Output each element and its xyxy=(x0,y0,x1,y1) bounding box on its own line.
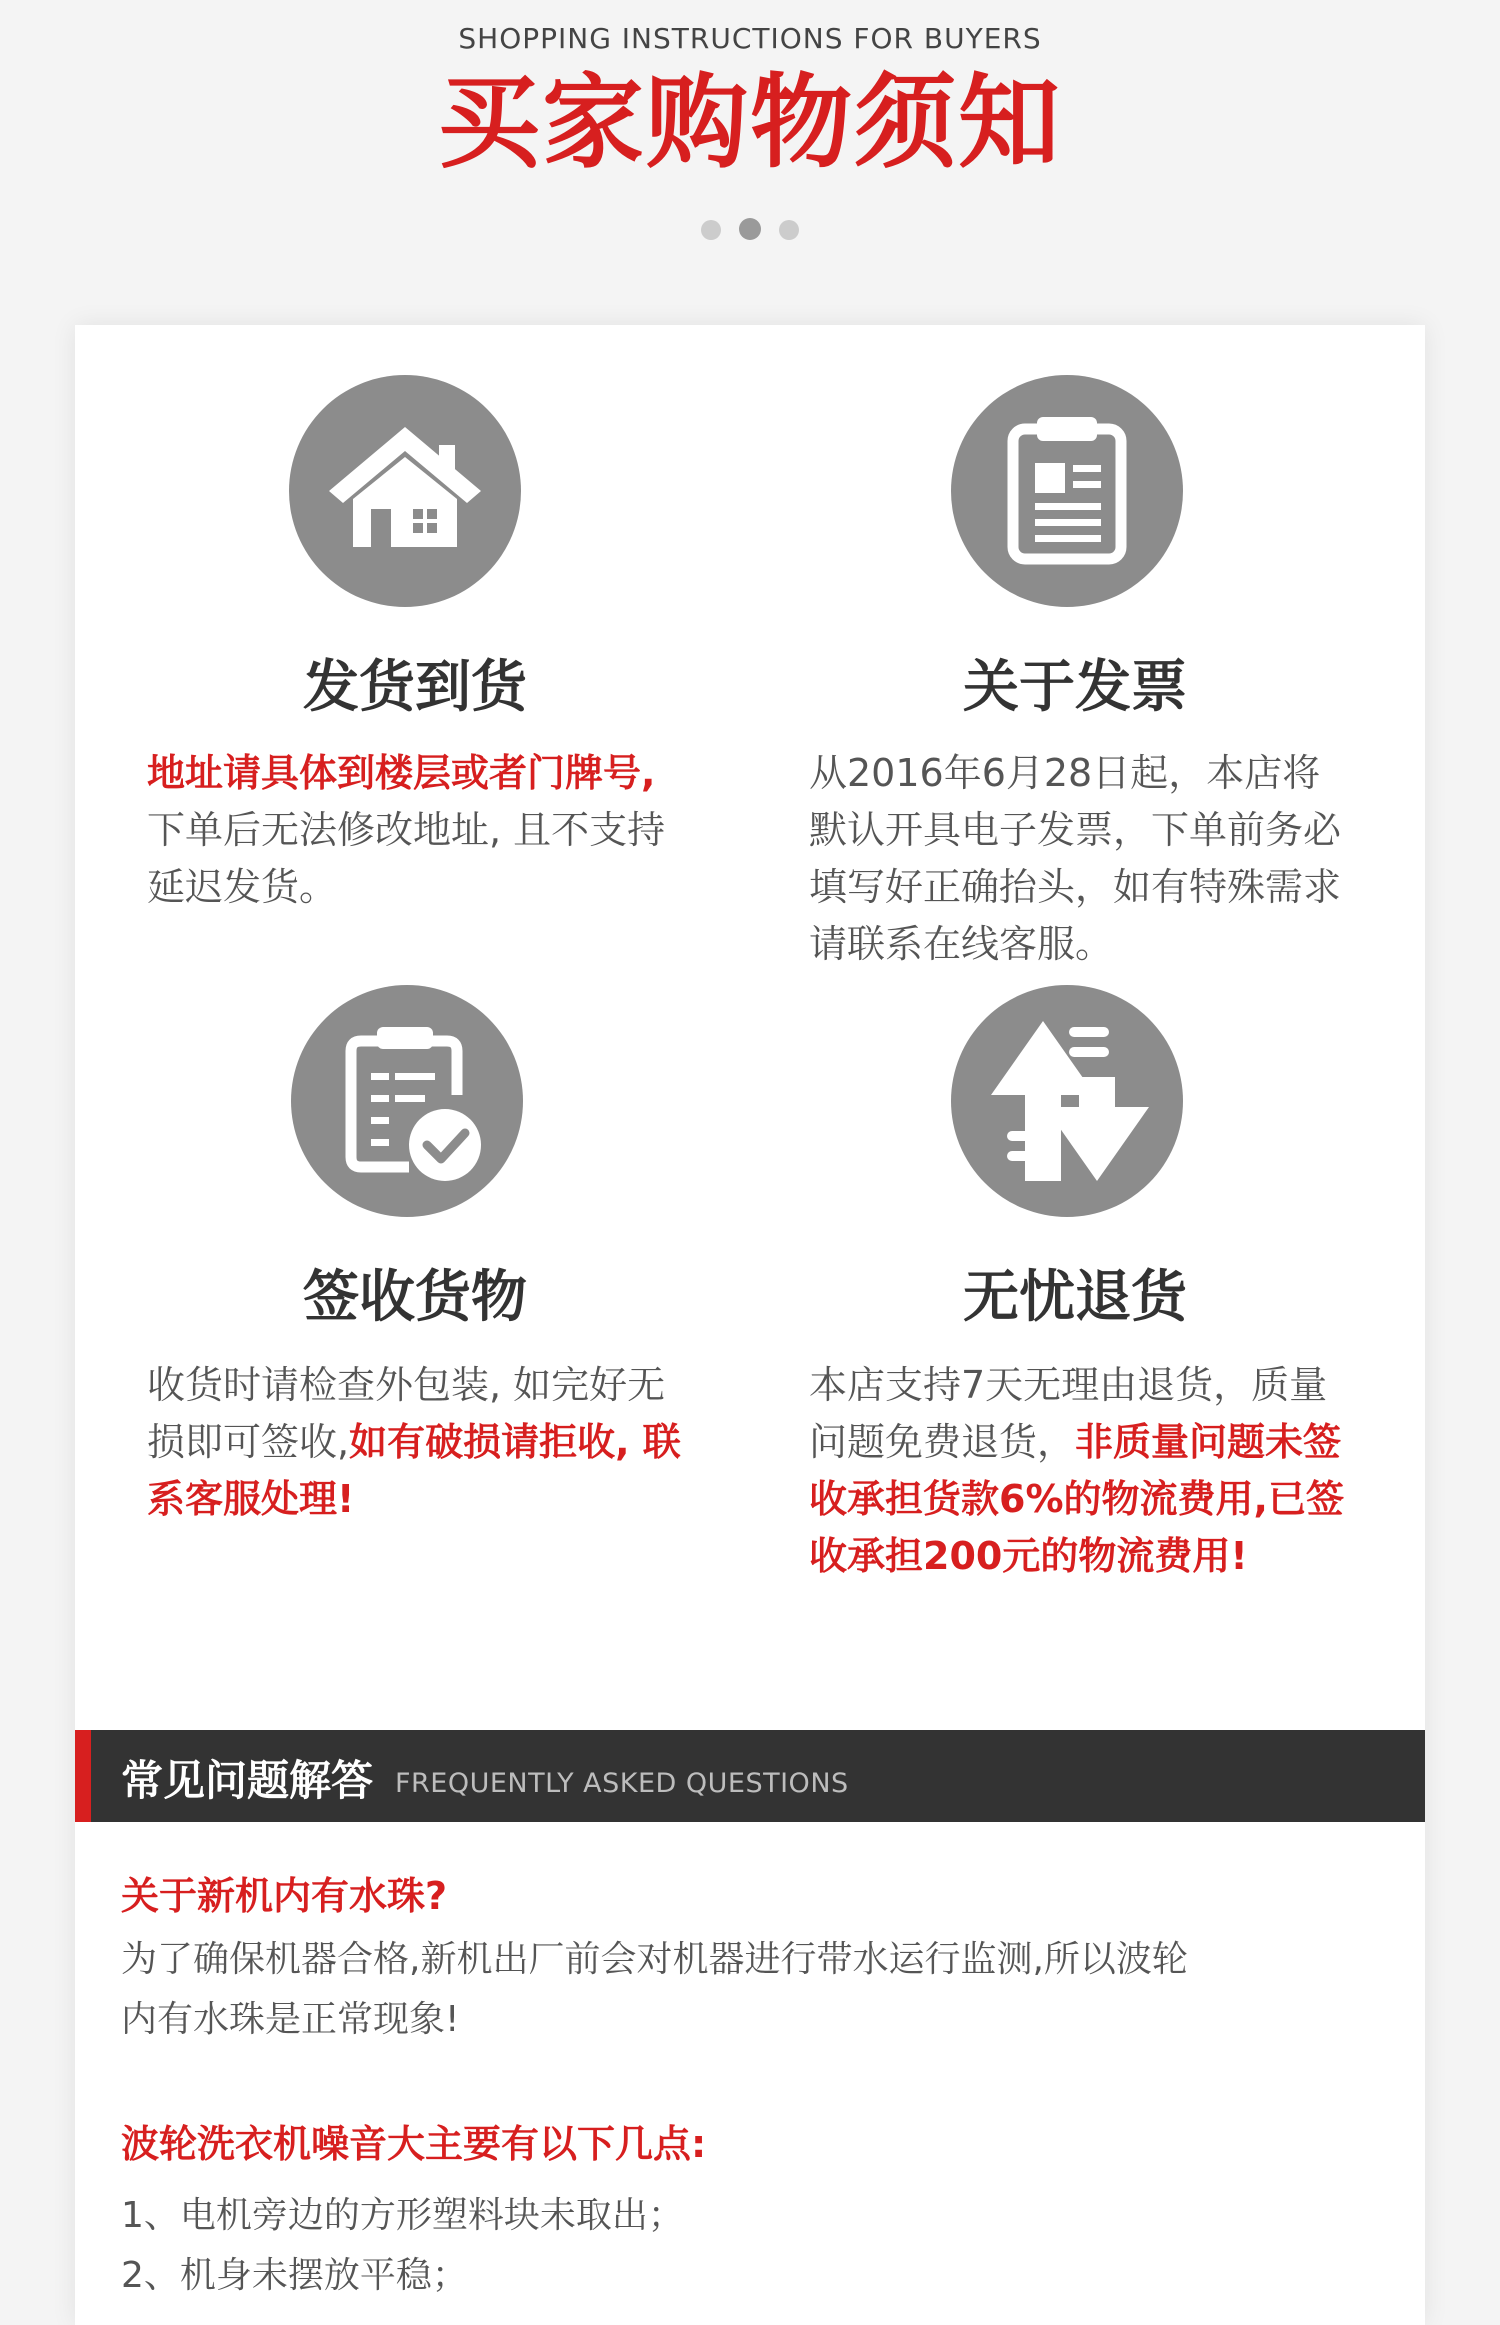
feature-text-plain: 收货时请检查外包装, 如完好无损即可签收, xyxy=(147,1363,666,1464)
invoice-icon xyxy=(951,375,1183,607)
carousel-dot[interactable] xyxy=(701,220,721,240)
feature-text: 从2016年6月28日起，本店将默认开具电子发票，下单前务必填写好正确抬头，如有特殊需求请联系在线客服。 xyxy=(809,751,1342,966)
page-subtitle: SHOPPING INSTRUCTIONS FOR BUYERS xyxy=(458,22,1042,55)
faq-header-bar xyxy=(75,1730,1425,1822)
feature-text-plain: 本店支持7天无理由退货，质量问题免费退货， xyxy=(809,1363,1328,1464)
feature-text-red: 地址请具体到楼层或者门牌号, xyxy=(147,751,656,795)
page-header xyxy=(0,0,1500,320)
feature-title: 签收货物 xyxy=(303,1265,527,1330)
faq-list-item: 2、机身未摆放平稳； xyxy=(121,2255,468,2296)
feature-text-red: 如有破损请拒收, 联系客服处理! xyxy=(147,1420,681,1521)
feature-text xyxy=(809,1357,1349,1585)
carousel-dots xyxy=(0,218,1500,244)
carousel-dot[interactable] xyxy=(779,220,799,240)
sign-check-icon xyxy=(291,985,523,1217)
feature-text xyxy=(147,1357,687,1528)
feature-text-plain: 下单后无法修改地址, 且不支持延迟发货。 xyxy=(147,808,666,909)
faq-list-item: 1、电机旁边的方形塑料块未取出； xyxy=(121,2195,684,2236)
page-title: 买家购物须知 xyxy=(438,64,1062,183)
return-arrows-icon xyxy=(951,985,1183,1217)
faq-accent xyxy=(75,1730,91,1822)
faq-title-cn: 常见问题解答 xyxy=(121,1756,374,1805)
carousel-dot-active[interactable] xyxy=(739,218,761,240)
feature-text xyxy=(147,745,687,916)
feature-title: 无忧退货 xyxy=(963,1265,1187,1330)
feature-title: 关于发票 xyxy=(963,655,1187,720)
feature-text-red: 非质量问题未签收承担货款6%的物流费用,已签收承担200元的物流费用! xyxy=(809,1420,1344,1578)
house-icon xyxy=(289,375,521,607)
faq-answer-line: 内有水珠是正常现象! xyxy=(121,1999,460,2040)
faq-question: 波轮洗衣机噪音大主要有以下几点: xyxy=(121,2122,707,2166)
feature-title: 发货到货 xyxy=(303,655,527,720)
faq-question: 关于新机内有水珠? xyxy=(121,1874,448,1918)
faq-title-en: FREQUENTLY ASKED QUESTIONS xyxy=(395,1768,849,1799)
instructions-card xyxy=(75,325,1425,2325)
faq-answer-line: 为了确保机器合格,新机出厂前会对机器进行带水运行监测,所以波轮 xyxy=(121,1939,1188,1980)
